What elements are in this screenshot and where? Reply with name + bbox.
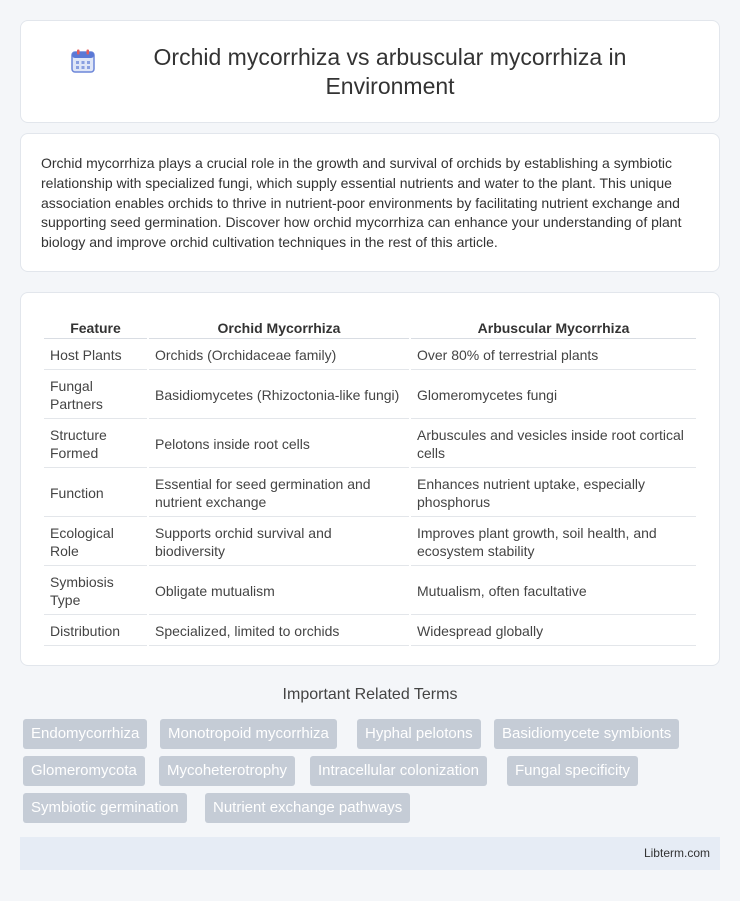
footer (20, 837, 720, 870)
comparison-table (42, 313, 698, 648)
feature-cell: Fungal Partners (44, 372, 147, 419)
arbuscular-cell: Improves plant growth, soil health, and ecosystem stability (411, 519, 696, 566)
term-tag[interactable]: Symbiotic germination (23, 793, 187, 823)
arbuscular-cell: Widespread globally (411, 617, 696, 646)
term-tag[interactable]: Fungal specificity (507, 756, 638, 786)
feature-cell: Distribution (44, 617, 147, 646)
term-tag[interactable]: Hyphal pelotons (357, 719, 481, 749)
orchid-cell: Obligate mutualism (149, 568, 409, 615)
header-arbuscular: Arbuscular Mycorrhiza (411, 315, 696, 339)
arbuscular-cell: Glomeromycetes fungi (411, 372, 696, 419)
table-row (44, 617, 696, 646)
footer-site-link[interactable]: Libterm.com (643, 846, 710, 860)
term-tag[interactable]: Mycoheterotrophy (159, 756, 295, 786)
orchid-cell: Specialized, limited to orchids (149, 617, 409, 646)
orchid-cell: Orchids (Orchidaceae family) (149, 341, 409, 370)
arbuscular-cell: Mutualism, often facultative (411, 568, 696, 615)
orchid-cell: Supports orchid survival and biodiversity (149, 519, 409, 566)
feature-cell: Ecological Role (44, 519, 147, 566)
table-row (44, 519, 696, 566)
term-tag[interactable]: Monotropoid mycorrhiza (160, 719, 337, 749)
feature-cell: Host Plants (44, 341, 147, 370)
title-card (20, 20, 720, 123)
calendar-icon (70, 48, 96, 74)
table-row (44, 470, 696, 517)
intro-card (20, 133, 720, 272)
feature-cell: Function (44, 470, 147, 517)
orchid-cell: Basidiomycetes (Rhizoctonia-like fungi) (149, 372, 409, 419)
term-tag[interactable]: Endomycorrhiza (23, 719, 147, 749)
related-terms-title: Important Related Terms (282, 686, 458, 703)
table-row (44, 341, 696, 370)
table-row (44, 568, 696, 615)
orchid-cell: Essential for seed germination and nutrient exchange (149, 470, 409, 517)
term-tag[interactable]: Nutrient exchange pathways (205, 793, 410, 823)
table-header-row (44, 315, 696, 339)
intro-paragraph: Orchid mycorrhiza plays a crucial role in the growth and survival of orchids by establishing a symbiotic relationship with specialized fungi, which supply essential nutrients and water to the plant. This unique association enables orchids to thrive in nutrient-poor environments by facilitating nutrient exchange and supporting seed germination. Discover how orchid mycorrhiza can enhance your understanding of plant biology and improve orchid cultivation techniques in the rest of this article. (41, 155, 682, 251)
term-tag[interactable]: Basidiomycete symbionts (494, 719, 679, 749)
table-row (44, 421, 696, 468)
arbuscular-cell: Over 80% of terrestrial plants (411, 341, 696, 370)
comparison-card (20, 292, 720, 666)
term-tag[interactable]: Glomeromycota (23, 756, 145, 786)
feature-cell: Symbiosis Type (44, 568, 147, 615)
header-feature: Feature (44, 315, 147, 339)
feature-cell: Structure Formed (44, 421, 147, 468)
header-orchid: Orchid Mycorrhiza (149, 315, 409, 339)
arbuscular-cell: Arbuscules and vesicles inside root cortical cells (411, 421, 696, 468)
table-row (44, 372, 696, 419)
page-title: Orchid mycorrhiza vs arbuscular mycorrhiza in Environment (153, 43, 627, 99)
arbuscular-cell: Enhances nutrient uptake, especially phosphorus (411, 470, 696, 517)
term-tag[interactable]: Intracellular colonization (310, 756, 487, 786)
orchid-cell: Pelotons inside root cells (149, 421, 409, 468)
